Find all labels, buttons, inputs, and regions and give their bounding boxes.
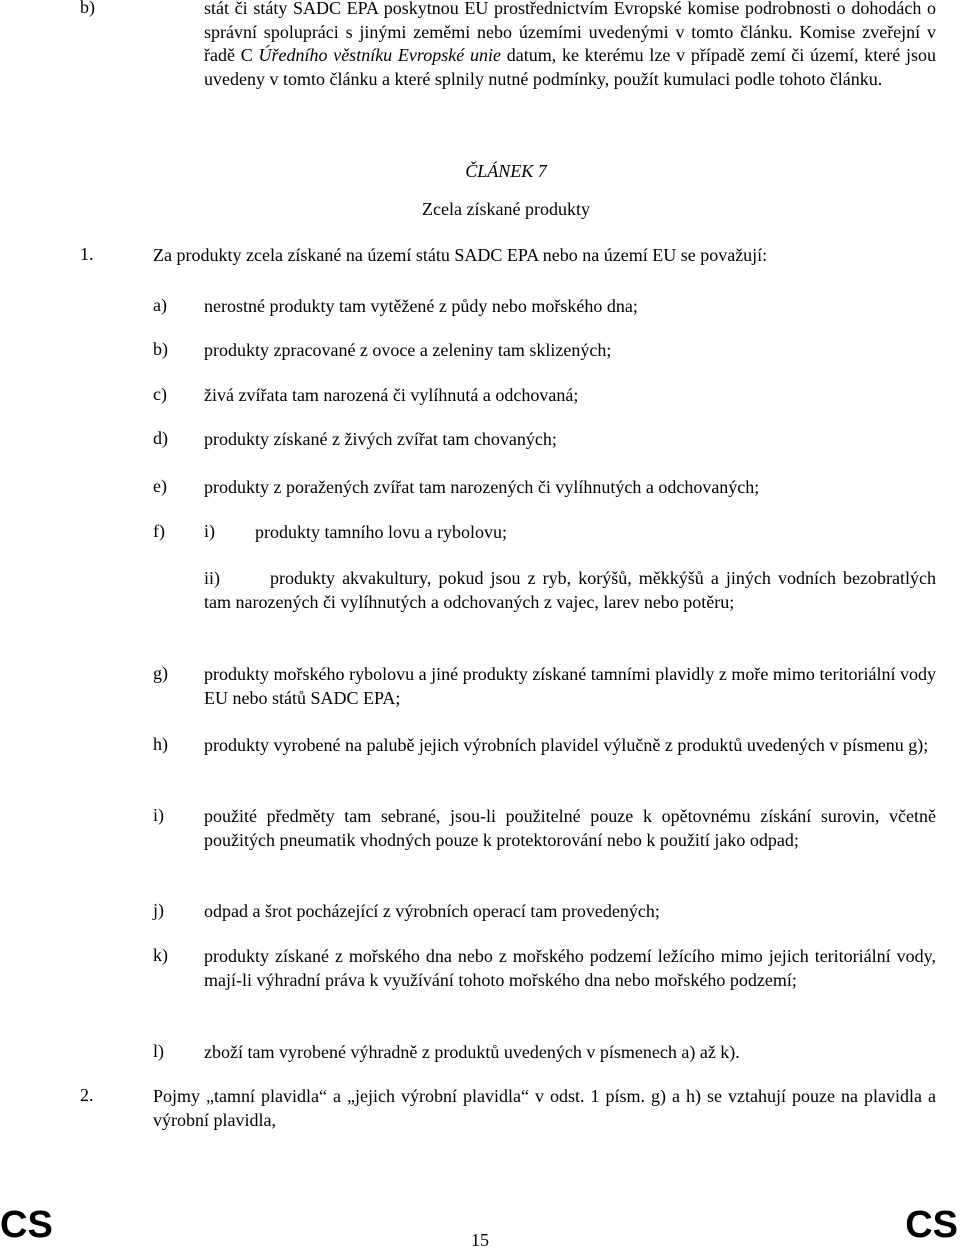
paragraph-number: 2. bbox=[80, 1085, 94, 1105]
item-text: stát či státy SADC EPA poskytnou EU prostřednictvím Evropské komise podrobnosti o dohodách o správní spolupráci s jinými zeměmi nebo územími uvedenými v tomto článku. Komise zveřejní v řadě C Úředního věstníku Evropské unie datum, ke kterému lze v případě zemí či území, které jsou uvedeny v tomto článku a které splnily nutné podmínky, použít kumulaci podle tohoto článku. bbox=[204, 0, 936, 89]
footer-language-right: CS bbox=[905, 1204, 958, 1246]
paragraph-1 bbox=[80, 244, 936, 268]
paragraph-intro: Za produkty zcela získané na území státu SADC EPA nebo na území EU se považují: bbox=[153, 245, 768, 265]
list-item-h: h) produkty vyrobené na palubě jejich výrobních plavidel výlučně z produktů uvedených v písmenu g); bbox=[153, 734, 929, 755]
list-item-top bbox=[80, 0, 936, 91]
list-item-b: b) produkty zpracované z ovoce a zeleniny tam sklizených; bbox=[153, 339, 612, 360]
sub-item-ii bbox=[204, 567, 936, 614]
paragraph-text: Pojmy „tamní plavidla“ a „jejich výrobní plavidla“ v odst. 1 písm. g) a h) se vztahují pouze na plavidla a výrobní plavidla, bbox=[153, 1086, 936, 1130]
sub-item-text: produkty tamního lovu a rybolovu; bbox=[255, 522, 507, 542]
sub-item-text: produkty akvakultury, pokud jsou z ryb, korýšů, měkkýšů a jiných vodních bezobratlých tam narozených či vylíhnutých a odchovaných z vajec, larev nebo potěru; bbox=[204, 568, 936, 612]
page-number: 15 bbox=[471, 1230, 489, 1250]
sub-item-label: i) bbox=[204, 521, 215, 541]
list-item-k: k) produkty získané z mořského dna nebo z mořského podzemí ležícího mimo jejich teritoriální vody, mají-li výhradní práva k využívání tohoto mořského dna nebo mořského podzemí; bbox=[153, 945, 936, 990]
list-item-l: l) zboží tam vyrobené výhradně z produktů uvedených v písmenech a) až k). bbox=[153, 1041, 740, 1062]
item-label: b) bbox=[80, 0, 95, 17]
list-item-f: f) i) produkty tamního lovu a rybolovu; bbox=[153, 521, 936, 545]
article-title: Zcela získané produkty bbox=[422, 199, 590, 219]
list-item-a: a) nerostné produkty tam vytěžené z půdy nebo mořského dna; bbox=[153, 295, 638, 316]
list-item-c: c) živá zvířata tam narozená či vylíhnutá a odchovaná; bbox=[153, 384, 579, 405]
paragraph-2 bbox=[80, 1085, 936, 1132]
paragraph-number: 1. bbox=[80, 244, 94, 264]
list-item-e: e) produkty z poražených zvířat tam narozených či vylíhnutých a odchovaných; bbox=[153, 476, 760, 497]
list-item-g: g) produkty mořského rybolovu a jiné produkty získané tamními plavidly z moře mimo teritoriální vody EU nebo států SADC EPA; bbox=[153, 663, 936, 708]
list-item-d: d) produkty získané z živých zvířat tam chovaných; bbox=[153, 428, 557, 449]
list-item-j: j) odpad a šrot pocházející z výrobních operací tam provedených; bbox=[153, 900, 660, 921]
footer-language-left: CS bbox=[0, 1204, 53, 1246]
article-number: ČLÁNEK 7 bbox=[465, 161, 547, 181]
sub-item-label: ii) bbox=[204, 568, 220, 588]
list-item-i: i) použité předměty tam sebrané, jsou-li použitelné pouze k opětovnému získání surovin, včetně použitých pneumatik vhodných pouze k protektorování nebo k použití jako odpad; bbox=[153, 805, 936, 850]
